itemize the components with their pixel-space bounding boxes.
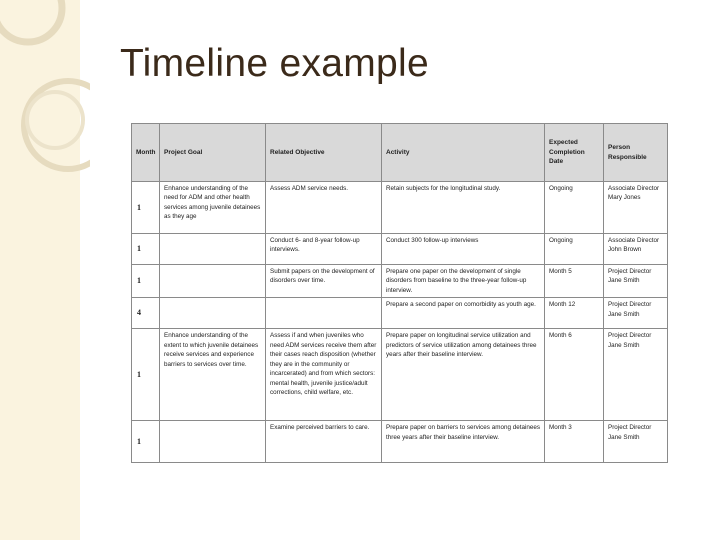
- table-row: [132, 421, 668, 463]
- cell-related-objective: Assess if and when juveniles who need ADM services receive them after their cases reach disposition (whether they are in the community or incarcerated) and from which sectors: mental health, juvenile justice/adult corrections, child welfare, etc.: [266, 329, 382, 421]
- table-row: [132, 265, 668, 298]
- cell-person-responsible: Associate Director Mary Jones: [604, 182, 668, 234]
- cell-related-objective: Submit papers on the development of disorders over time.: [266, 265, 382, 298]
- cell-activity: Prepare paper on barriers to services among detainees three years after their baseline interview.: [382, 421, 545, 463]
- cell-project-goal: [160, 265, 266, 298]
- table-row: [132, 182, 668, 234]
- cell-person-responsible: Project Director Jane Smith: [604, 265, 668, 298]
- cell-person-responsible: Project Director Jane Smith: [604, 298, 668, 329]
- cell-month: 1: [132, 182, 160, 234]
- timeline-table: [131, 123, 668, 463]
- header-month: Month: [132, 124, 160, 182]
- cell-month: 1: [132, 234, 160, 265]
- header-project-goal: Project Goal: [160, 124, 266, 182]
- header-person-responsible: Person Responsible: [604, 124, 668, 182]
- cell-project-goal: Enhance understanding of the extent to which juvenile detainees receive services and experience barriers to services over time.: [160, 329, 266, 421]
- cell-person-responsible: Project Director Jane Smith: [604, 329, 668, 421]
- cell-activity: Conduct 300 follow-up interviews: [382, 234, 545, 265]
- decorative-circle-inner: [27, 92, 83, 148]
- cell-month: 4: [132, 298, 160, 329]
- header-related-objective: Related Objective: [266, 124, 382, 182]
- cell-related-objective: Assess ADM service needs.: [266, 182, 382, 234]
- cell-month: 1: [132, 421, 160, 463]
- cell-activity: Retain subjects for the longitudinal study.: [382, 182, 545, 234]
- header-expected-completion-date: Expected Completion Date: [545, 124, 604, 182]
- decorative-circles: [0, 0, 90, 200]
- cell-related-objective: [266, 298, 382, 329]
- cell-person-responsible: Project Director Jane Smith: [604, 421, 668, 463]
- cell-project-goal: Enhance understanding of the need for ADM and other health services among juvenile detainees as they age: [160, 182, 266, 234]
- cell-activity: Prepare paper on longitudinal service utilization and predictors of service utilization among detainees three years after their baseline interview.: [382, 329, 545, 421]
- cell-completion-date: Month 12: [545, 298, 604, 329]
- cell-completion-date: Ongoing: [545, 182, 604, 234]
- cell-month: 1: [132, 265, 160, 298]
- cell-activity: Prepare a second paper on comorbidity as youth age.: [382, 298, 545, 329]
- cell-project-goal: [160, 234, 266, 265]
- cell-month: 1: [132, 329, 160, 421]
- header-activity: Activity: [382, 124, 545, 182]
- table-row: [132, 298, 668, 329]
- table-header-row: [132, 124, 668, 182]
- table-row: [132, 329, 668, 421]
- cell-completion-date: Ongoing: [545, 234, 604, 265]
- decorative-circle-top: [0, 0, 62, 42]
- slide-title: Timeline example: [120, 42, 429, 85]
- cell-activity: Prepare one paper on the development of single disorders from baseline to the three-year follow-up interview.: [382, 265, 545, 298]
- cell-person-responsible: Associate Director John Brown: [604, 234, 668, 265]
- cell-completion-date: Month 5: [545, 265, 604, 298]
- cell-project-goal: [160, 421, 266, 463]
- table-row: [132, 234, 668, 265]
- cell-completion-date: Month 3: [545, 421, 604, 463]
- decorative-circle-middle: [24, 81, 90, 169]
- cell-completion-date: Month 6: [545, 329, 604, 421]
- cell-project-goal: [160, 298, 266, 329]
- cell-related-objective: Conduct 6- and 8-year follow-up interviews.: [266, 234, 382, 265]
- cell-related-objective: Examine perceived barriers to care.: [266, 421, 382, 463]
